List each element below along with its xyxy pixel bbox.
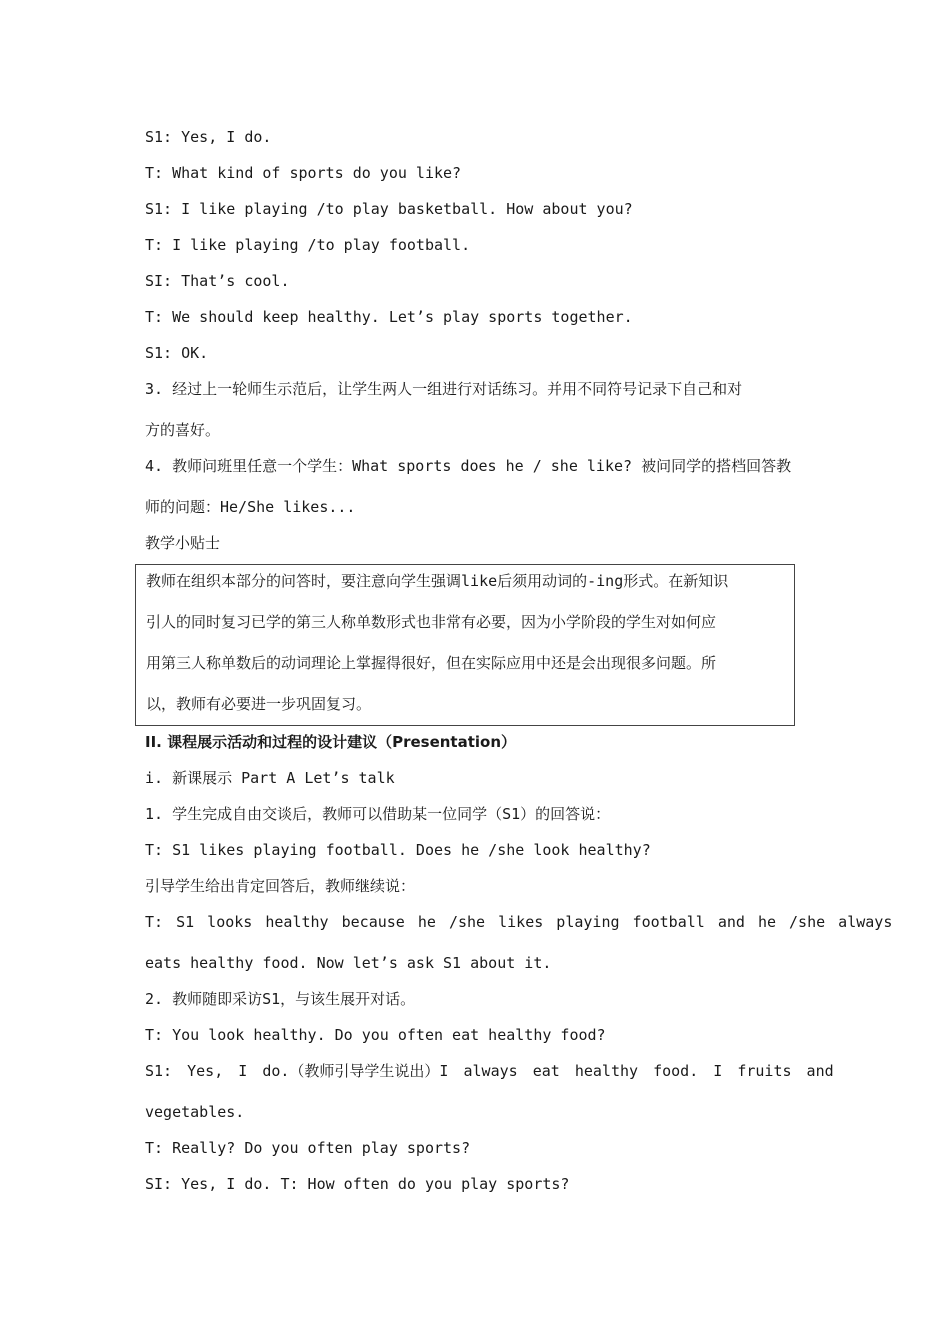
section-heading: II. 课程展示活动和过程的设计建议（Presentation） [145,733,517,751]
dialogue-line: S1: I like playing /to play basketball. How about you? [145,200,633,218]
tip-line: 以，教师有必要进一步巩固复习。 [146,695,372,713]
instruction-line: 引导学生给出肯定回答后，教师继续说： [145,877,416,895]
step-3-line-1: 3. 经过上一轮师生示范后，让学生两人一组进行对话练习。并用不同符号记录下自己和对 [145,380,743,398]
dialogue-line: S1: Yes, I do. [145,128,272,146]
dialogue-line: T: We should keep healthy. Let’s play sports together. [145,308,633,326]
dialogue-line: vegetables. [145,1103,245,1121]
step-4-line-1: 4. 教师问班里任意一个学生：What sports does he / she like? 被问同学的搭档回答教 [145,457,792,475]
dialogue-line: T: S1 likes playing football. Does he /she look healthy? [145,841,651,859]
tip-title: 教学小贴士 [145,534,221,552]
subsection-heading: i. 新课展示 Part A Let’s talk [145,769,395,787]
dialogue-line: eats healthy food. Now let’s ask S1 about it. [145,954,552,972]
tip-line: 教师在组织本部分的问答时，要注意向学生强调like后须用动词的-ing形式。在新知识 [146,572,729,590]
teaching-tip-box [135,564,795,726]
dialogue-line: SI: Yes, I do. T: How often do you play sports? [145,1175,570,1193]
dialogue-line: T: I like playing /to play football. [145,236,471,254]
step-2-line: 2. 教师随即采访S1，与该生展开对话。 [145,990,416,1008]
step-1-line: 1. 学生完成自由交谈后，教师可以借助某一位同学（S1）的回答说： [145,805,611,823]
dialogue-line: SI: That’s cool. [145,272,290,290]
step-3-line-2: 方的喜好。 [145,421,221,439]
dialogue-line: T: You look healthy. Do you often eat healthy food? [145,1026,606,1044]
dialogue-line: T: Really? Do you often play sports? [145,1139,471,1157]
tip-line: 引人的同时复习已学的第三人称单数形式也非常有必要，因为小学阶段的学生对如何应 [146,613,717,631]
dialogue-line: S1: OK. [145,344,209,362]
dialogue-line: T: S1 looks healthy because he /she likes playing football and he /she always [145,913,893,931]
tip-line: 用第三人称单数后的动词理论上掌握得很好，但在实际应用中还是会出现很多问题。所 [146,654,717,672]
dialogue-line: T: What kind of sports do you like? [145,164,462,182]
step-4-line-2: 师的问题：He/She likes... [145,498,356,516]
dialogue-line: S1: Yes, I do.（教师引导学生说出）I always eat healthy food. I fruits and [145,1062,834,1080]
